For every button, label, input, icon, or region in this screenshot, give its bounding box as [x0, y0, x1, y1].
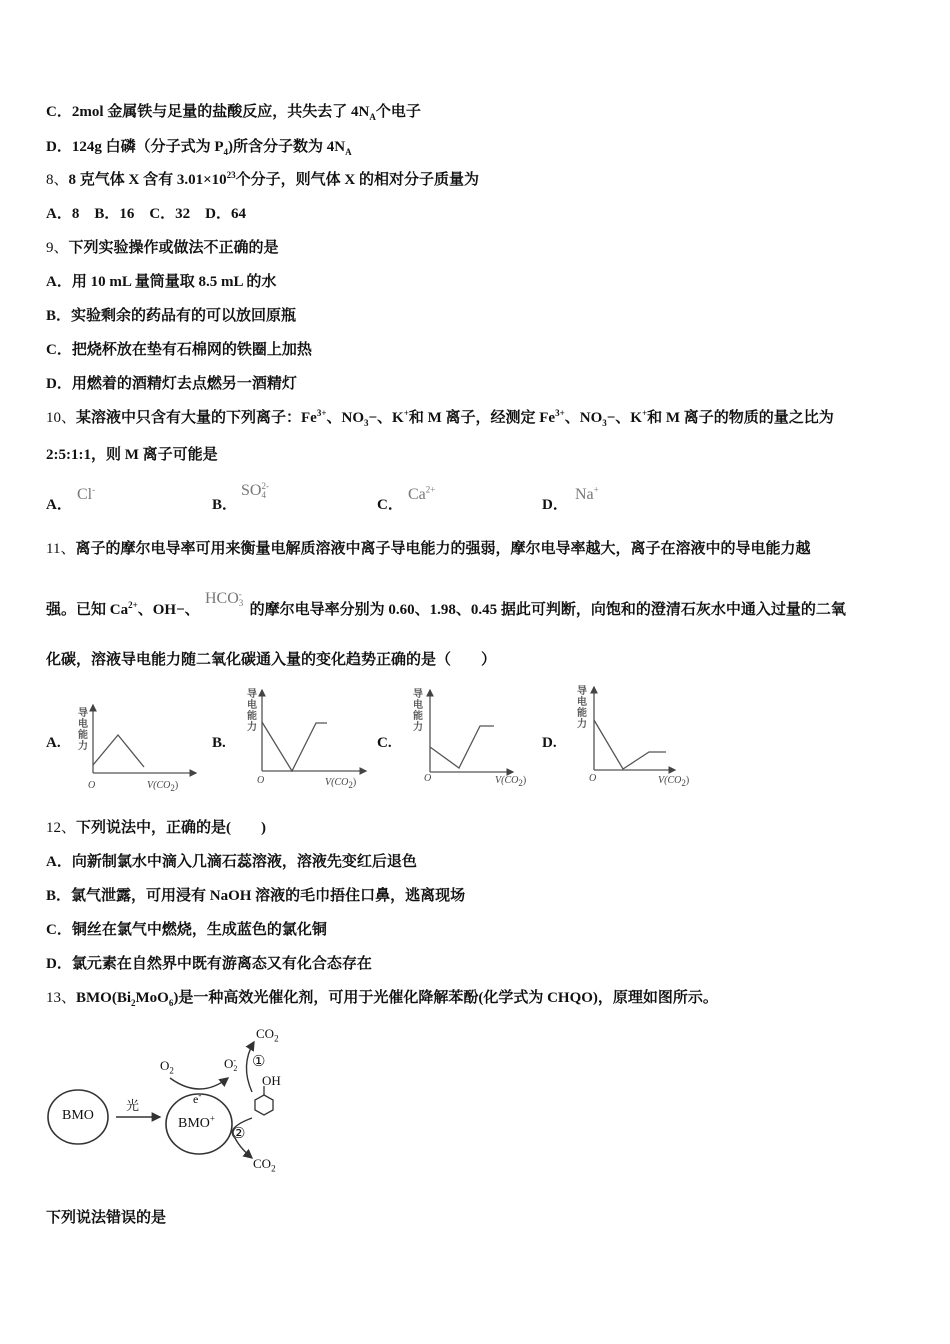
graph-d [594, 687, 675, 770]
graph-d-y-label: 导电能力 [577, 686, 587, 730]
graph-b [262, 690, 366, 771]
q9-option: A．用 10 mL 量筒量取 8.5 mL 的水 [46, 274, 277, 290]
graph-c-y-label: 导电能力 [413, 689, 423, 733]
graph-a-curve [93, 735, 144, 767]
q10-ion-c: $Ca^{2+}$ [408, 484, 436, 503]
q10-option-c: C． [377, 497, 403, 513]
graph-b-x-label: $V(CO_2)$ [325, 777, 357, 790]
q10-option-a: A． [46, 497, 72, 513]
diagram-electron-label: e- [193, 1090, 202, 1106]
q12-option: B．氯气泄露，可用浸有 NaOH 溶液的毛巾捂住口鼻，逃离现场 [46, 888, 466, 904]
diagram-bmo-plus-label: BMO+ [178, 1113, 215, 1131]
bmo-diagram [40, 1020, 320, 1180]
q11-graph-option-a: A. [46, 735, 61, 751]
graph-d-x-label: $V(CO_2)$ [658, 775, 690, 788]
q7-option-c: C．2mol 金属铁与足量的盐酸反应，共失去了 $4N_A$个电子 [46, 104, 421, 122]
graph-c-curve [430, 726, 494, 768]
q10-ion-a: Cl- [77, 484, 96, 503]
q10-option-d: D． [542, 497, 568, 513]
q11-stem-line3: 化碳，溶液导电能力随二氧化碳通入量的变化趋势正确的是（ ） [46, 652, 497, 668]
q12-option: D．氯元素在自然界中既有游离态又有化合态存在 [46, 956, 372, 972]
graph-a-x-label: $V(CO_2)$ [147, 780, 179, 793]
graph-a [93, 705, 196, 773]
q10-stem-line2: 2:5:1:1，则 M 离子可能是 [46, 447, 218, 463]
benzene-ring-icon [255, 1095, 273, 1115]
q9-option: D．用燃着的酒精灯去点燃另一酒精灯 [46, 376, 297, 392]
q10-ion-b: SO 2- 4 [241, 481, 269, 501]
diagram-co2-bottom: $CO_2$ [253, 1156, 276, 1174]
q11-stem-line2: 强。已知 $Ca^{2+}$、OH−、 的摩尔电导率分别为 0.60、1.98、0.45 据此可判断，向饱和的澄清石灰水中通入过量的二氧 [46, 600, 846, 618]
diagram-bmo-label: BMO [62, 1108, 94, 1123]
q10-option-b: B． [212, 497, 238, 513]
graph-a-y-label: 导电能力 [78, 708, 88, 752]
q8-stem: 8、8 克气体 X 含有 $3.01\times 10^{23}$个分子，则气体 X 的相对分子质量为 [46, 170, 479, 188]
q8-options: A．8 B．16 C．32 D．64 [46, 206, 247, 222]
graph-b-curve [262, 722, 327, 771]
q9-option: B．实验剩余的药品有的可以放回原瓶 [46, 308, 297, 324]
q9-stem: 9、下列实验操作或做法不正确的是 [46, 240, 279, 256]
graph-a-origin: O [88, 780, 96, 791]
diagram-o2-label: $O_2$ [160, 1058, 174, 1076]
diagram-superoxide-label: O - 2 [224, 1056, 238, 1074]
q10-ion-d: Na+ [575, 484, 599, 503]
q9-option: C．把烧杯放在垫有石棉网的铁圈上加热 [46, 342, 312, 358]
graph-b-origin: O [257, 775, 265, 786]
diagram-oh-label: OH [262, 1073, 281, 1088]
graph-c-x-label: $V(CO_2)$ [495, 775, 527, 788]
diagram-light-label: 光 [126, 1098, 140, 1113]
q11-stem-line1: 11、离子的摩尔电导率可用来衡量电解质溶液中离子导电能力的强弱，摩尔电导率越大，离子在溶液中的导电能力越 [46, 541, 811, 557]
q11-hco3-ion: HCO - 3 [205, 589, 244, 609]
q11-graph-option-c: C. [377, 735, 392, 751]
q12-option: A．向新制氯水中滴入几滴石蕊溶液，溶液先变红后退色 [46, 854, 417, 870]
q13-stem: 13、$BMO(Bi_2MoO_6)$是一种高效光催化剂，可用于光催化降解苯酚(化学式为 CHQO)，原理如图所示。 [46, 990, 718, 1008]
q11-graph-option-d: D. [542, 735, 557, 751]
graph-d-origin: O [589, 773, 597, 784]
graph-b-y-label: 导电能力 [247, 689, 257, 733]
q11-graph-option-b: B. [212, 735, 226, 751]
q12-option: C．铜丝在氯气中燃烧，生成蓝色的氯化铜 [46, 922, 327, 938]
diagram-co2-top: $CO_2$ [256, 1026, 279, 1044]
q13-question: 下列说法错误的是 [46, 1210, 167, 1226]
q7-option-d: D．124g 白磷（分子式为 $P_4$)所含分子数为 $4N_A$ [46, 139, 352, 157]
graph-d-curve [594, 720, 666, 769]
diagram-step2-label: ② [232, 1126, 246, 1142]
graph-c-origin: O [424, 773, 432, 784]
graph-c [430, 690, 513, 772]
q12-stem: 12、下列说法中，正确的是( ) [46, 820, 267, 836]
q10-stem: 10、某溶液中只含有大量的下列离子：$Fe^{3+}$、$NO_3-$、K+和 M 离子，经测定 $Fe^{3+}$、$NO_3-$、K+和 M 离子的物质的量之比为 [46, 408, 834, 428]
electron-arrow [170, 1078, 228, 1089]
diagram-step1-label: ① [252, 1054, 266, 1070]
